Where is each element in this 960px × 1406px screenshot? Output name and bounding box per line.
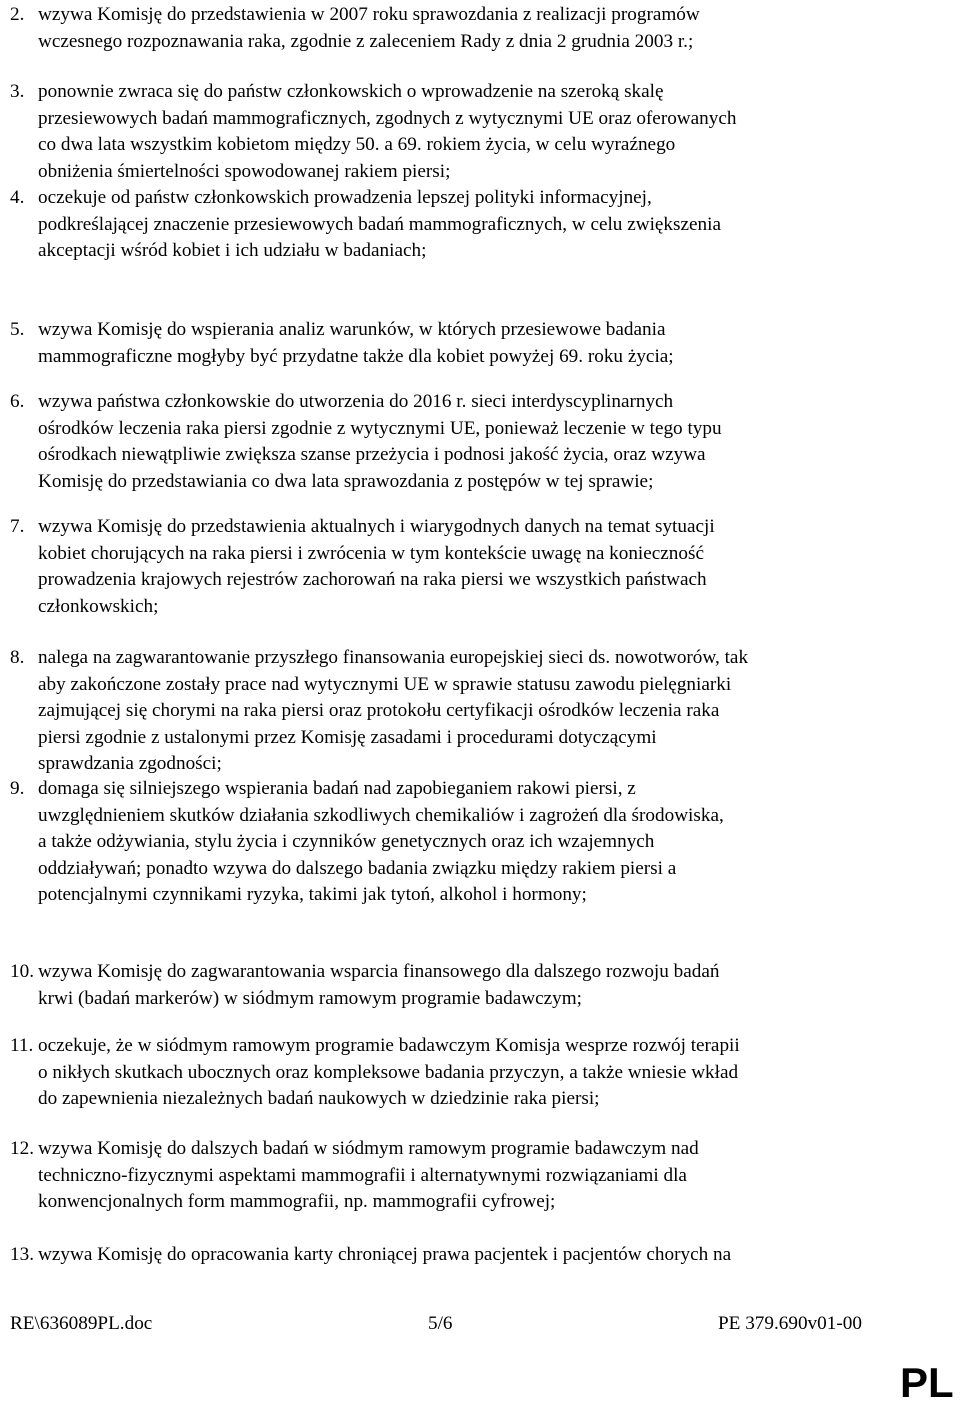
item-text-line: mammograficzne mogłyby być przydatne także dla kobiet powyżej 69. roku życia; xyxy=(38,345,674,367)
item-number: 9. xyxy=(10,778,25,799)
language-code: PL xyxy=(900,1359,954,1406)
item-text xyxy=(38,959,719,1012)
item-text-line: członkowskich; xyxy=(38,595,159,617)
item-text-line: kobiet chorujących na raka piersi i zwrócenia w tym kontekście uwagę na konieczność xyxy=(38,542,704,564)
item-text-line: krwi (badań markerów) w siódmym ramowym programie badawczym; xyxy=(38,987,583,1009)
item-text-line: a także odżywiania, stylu życia i czynników genetycznych oraz ich wzajemnych xyxy=(38,831,655,852)
item-text xyxy=(38,389,722,495)
item-number: 3. xyxy=(10,81,25,102)
item-text-line: sprawdzania zgodności; xyxy=(38,753,222,774)
item-text xyxy=(38,645,748,778)
item-text-line: konwencjonalnych form mammografii, np. mammografii cyfrowej; xyxy=(38,1191,556,1212)
item-text-line: nalega na zagwarantowanie przyszłego finansowania europejskiej sieci ds. nowotworów, tak xyxy=(38,647,749,668)
footer-pe-ref: PE 379.690v01-00 xyxy=(718,1313,862,1334)
item-text-line: o nikłych skutkach ubocznych oraz kompleksowe badania przyczyn, a także wniesie wkład xyxy=(38,1061,739,1083)
item-text-line: przesiewowych badań mammograficznych, zgodnych z wytycznymi UE oraz oferowanych xyxy=(38,107,737,129)
item-text-line: aby zakończone zostały prace nad wytycznymi UE w sprawie statusu zawodu pielęgniarki xyxy=(38,673,732,695)
item-text-line: piersi zgodnie z ustalonymi przez Komisję zasadami i procedurami dotyczącymi xyxy=(38,726,657,748)
item-text-line: wzywa Komisję do przedstawienia aktualnych i wiarygodnych danych na temat sytuacji xyxy=(38,516,715,537)
item-number: 5. xyxy=(10,319,25,340)
item-number: 12. xyxy=(10,1138,34,1159)
item-text-line: ponownie zwraca się do państw członkowskich o wprowadzenie na szeroką skalę xyxy=(38,81,664,102)
item-text xyxy=(38,2,700,55)
item-number: 8. xyxy=(10,647,25,668)
item-text-line: obniżenia śmiertelności spowodowanej rakiem piersi; xyxy=(38,160,451,182)
item-text-line: wzywa państwa członkowskie do utworzenia do 2016 r. sieci interdyscyplinarnych xyxy=(38,391,674,412)
item-number: 6. xyxy=(10,391,25,412)
item-text-line: prowadzenia krajowych rejestrów zachorowań na raka piersi we wszystkich państwach xyxy=(38,569,707,590)
item-number: 7. xyxy=(10,516,25,537)
item-text-line: podkreślającej znaczenie przesiewowych badań mammograficznych, w celu zwiększenia xyxy=(38,213,721,235)
item-text-line: wzywa Komisję do przedstawienia w 2007 roku sprawozdania z realizacji programów xyxy=(38,4,700,25)
footer-page-number: 5/6 xyxy=(428,1313,453,1334)
item-text xyxy=(38,1033,740,1113)
item-text-line: wzywa Komisję do wspierania analiz warunków, w których przesiewowe badania xyxy=(38,319,666,340)
item-number: 13. xyxy=(10,1244,34,1265)
item-text-line: do zapewnienia niezależnych badań naukowych w dziedzinie raka piersi; xyxy=(38,1088,600,1109)
item-number: 2. xyxy=(10,4,25,25)
item-text-line: oczekuje, że w siódmym ramowym programie badawczym Komisja wesprze rozwój terapii xyxy=(38,1035,740,1056)
item-text xyxy=(38,1242,731,1269)
item-number: 10. xyxy=(10,961,34,982)
item-text xyxy=(38,317,674,370)
item-text-line: wczesnego rozpoznawania raka, zgodnie z zaleceniem Rady z dnia 2 grudnia 2003 r.; xyxy=(38,30,694,52)
item-text xyxy=(38,776,724,909)
item-text-line: wzywa Komisję do dalszych badań w siódmym ramowym programie badawczym nad xyxy=(38,1138,699,1159)
item-text xyxy=(38,79,736,185)
item-text-line: zajmującej się chorymi na raka piersi oraz protokołu certyfikacji ośrodków leczenia raka xyxy=(38,700,720,721)
item-text-line: domaga się silniejszego wspierania badań nad zapobieganiem rakowi piersi, z xyxy=(38,778,636,799)
item-text-line: co dwa lata wszystkim kobietom między 50. a 69. rokiem życia, w celu wyraźnego xyxy=(38,134,676,155)
item-text xyxy=(38,185,721,265)
item-text-line: Komisję do przedstawiania co dwa lata sprawozdania z postępów w tej sprawie; xyxy=(38,470,654,492)
item-text-line: potencjalnymi czynnikami ryzyka, takimi jak tytoń, alkohol i hormony; xyxy=(38,884,587,905)
item-text-line: oczekuje od państw członkowskich prowadzenia lepszej polityki informacyjnej, xyxy=(38,187,652,208)
item-text-line: uwzględnieniem skutków działania szkodliwych chemikaliów i zagrożeń dla środowiska, xyxy=(38,804,724,826)
item-number: 11. xyxy=(10,1035,34,1056)
item-text-line: akceptacji wśród kobiet i ich udziału w badaniach; xyxy=(38,240,427,261)
item-text-line: oddziaływań; ponadto wzywa do dalszego badania związku między rakiem piersi a xyxy=(38,857,677,879)
footer-doc-ref: RE\636089PL.doc xyxy=(10,1313,153,1334)
item-text xyxy=(38,514,715,620)
item-number: 4. xyxy=(10,187,25,208)
item-text-line: wzywa Komisję do opracowania karty chroniącej prawa pacjentek i pacjentów chorych na xyxy=(38,1244,732,1265)
item-text-line: ośrodków leczenia raka piersi zgodnie z wytycznymi UE, ponieważ leczenie w tego typu xyxy=(38,417,722,439)
item-text-line: techniczno-fizycznymi aspektami mammografii i alternatywnymi rozwiązaniami dla xyxy=(38,1164,687,1186)
item-text-line: ośrodkach niewątpliwie zwiększa szanse przeżycia i podnosi jakość życia, oraz wzywa xyxy=(38,444,706,465)
item-text xyxy=(38,1136,699,1216)
item-text-line: wzywa Komisję do zagwarantowania wsparcia finansowego dla dalszego rozwoju badań xyxy=(38,961,720,982)
